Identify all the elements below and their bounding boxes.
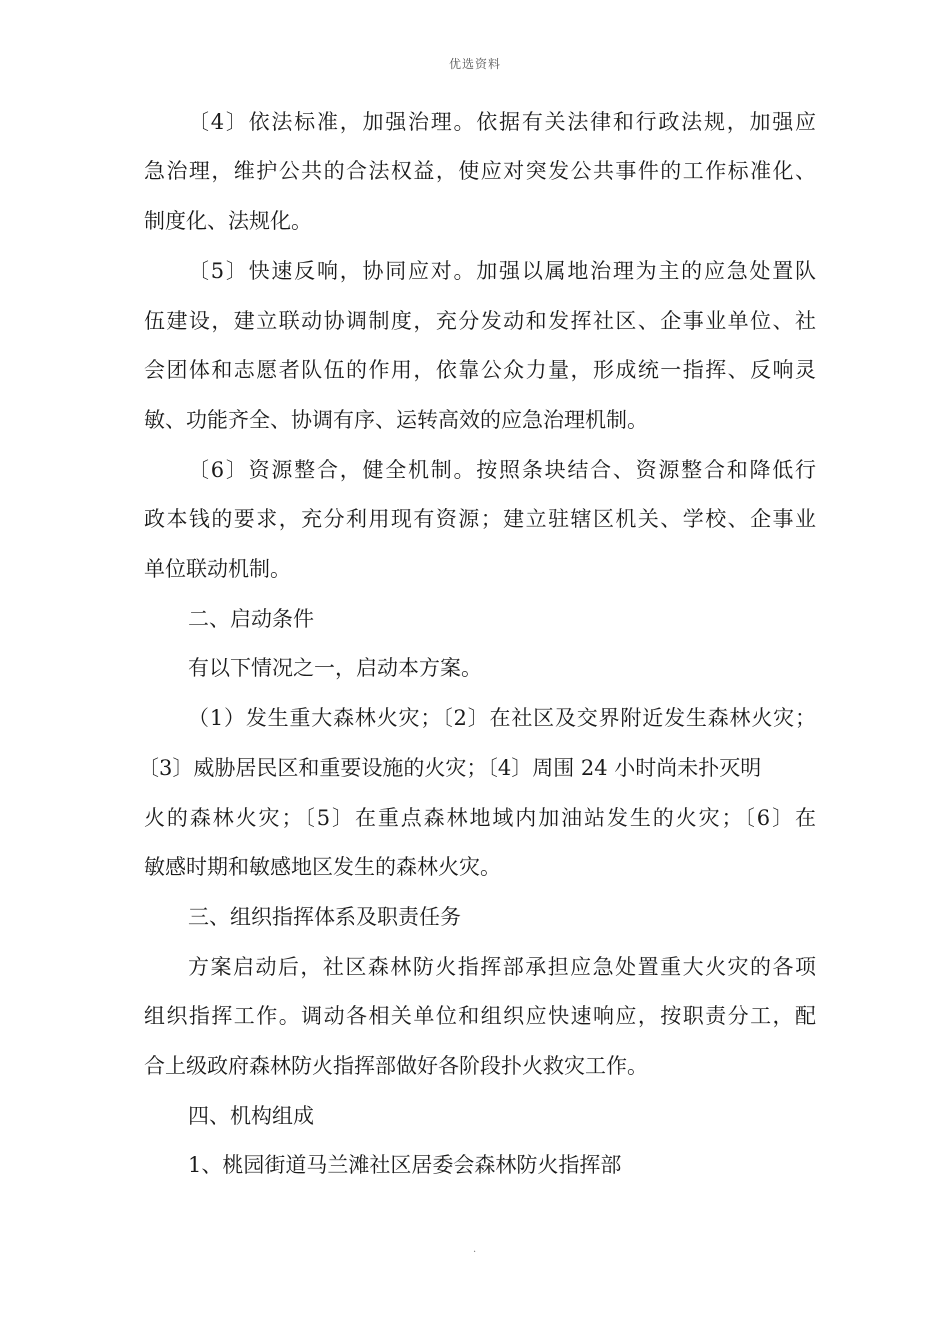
paragraph-line: （1）发生重大森林火灾；〔2〕在社区及交界附近发生森林火灾； xyxy=(188,706,816,730)
section-heading: 四、机构组成 xyxy=(188,1104,314,1128)
page-footer-mark: . xyxy=(473,1244,477,1255)
page-header: 优选资料 xyxy=(448,57,501,71)
paragraph-line: 合上级政府森林防火指挥部做好各阶段扑火救灾工作。 xyxy=(144,1054,648,1078)
paragraph-line: 政本钱的要求，充分利用现有资源；建立驻辖区机关、学校、企事业 xyxy=(144,507,816,531)
paragraph-line: 急治理，维护公共的合法权益，使应对突发公共事件的工作标准化、 xyxy=(144,159,816,183)
paragraph-line: 〔3〕威胁居民区和重要设施的火灾；〔4〕周围 24 小时尚未扑灭明 xyxy=(138,756,762,780)
paragraph-line: 有以下情况之一，启动本方案。 xyxy=(188,656,482,680)
paragraph-line: 方案启动后，社区森林防火指挥部承担应急处置重大火灾的各项 xyxy=(188,955,816,979)
paragraph-line: 伍建设，建立联动协调制度，充分发动和发挥社区、企事业单位、社 xyxy=(144,309,816,333)
paragraph-line: 单位联动机制。 xyxy=(144,557,291,581)
paragraph-line: 〔4〕依法标准，加强治理。依据有关法律和行政法规，加强应 xyxy=(188,110,816,134)
section-heading: 三、组织指挥体系及职责任务 xyxy=(188,905,461,929)
paragraph-line: 〔6〕资源整合，健全机制。按照条块结合、资源整合和降低行 xyxy=(188,458,816,482)
section-heading: 二、启动条件 xyxy=(188,607,314,631)
paragraph-line: 制度化、法规化。 xyxy=(144,209,312,233)
paragraph-line: 火的森林火灾；〔5〕在重点森林地域内加油站发生的火灾；〔6〕在 xyxy=(144,806,816,830)
subsection-heading: 1、桃园街道马兰滩社区居委会森林防火指挥部 xyxy=(188,1153,622,1177)
paragraph-line: 〔5〕快速反响，协同应对。加强以属地治理为主的应急处置队 xyxy=(188,259,816,283)
paragraph-line: 组织指挥工作。调动各相关单位和组织应快速响应，按职责分工，配 xyxy=(144,1004,816,1028)
paragraph-line: 敏感时期和敏感地区发生的森林火灾。 xyxy=(144,855,501,879)
paragraph-line: 敏、功能齐全、协调有序、运转高效的应急治理机制。 xyxy=(144,408,648,432)
paragraph-line: 会团体和志愿者队伍的作用，依靠公众力量，形成统一指挥、反响灵 xyxy=(144,358,816,382)
